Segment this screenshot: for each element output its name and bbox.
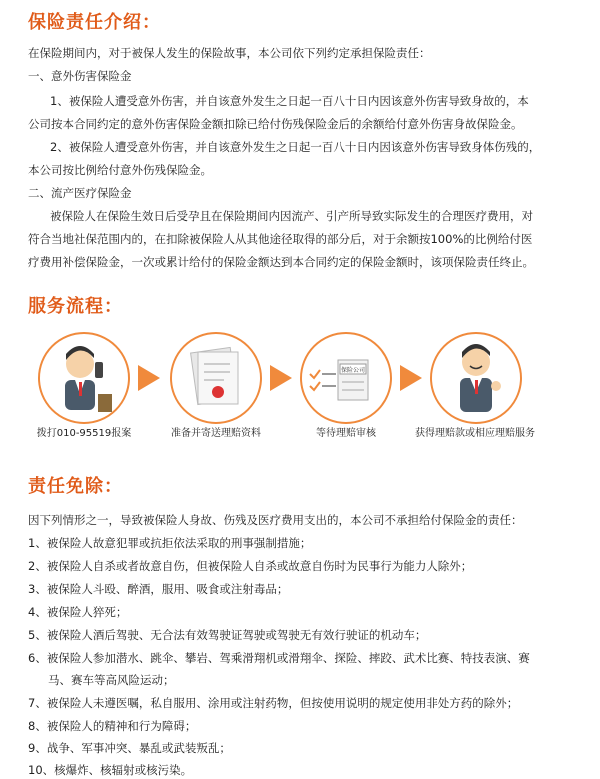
step-label-1: 拨打010-95519报案 (36, 428, 132, 439)
exclusion-item: 6、被保险人参加潜水、跳伞、攀岩、驾乘滑翔机或滑翔伞、探险、摔跤、武术比赛、特技表演、赛 (28, 651, 530, 665)
exclusion-item: 2、被保险人自杀或者故意自伤，但被保险人自杀或故意自伤时为民事行为能力人除外； (28, 559, 473, 573)
coverage-para-3c: 疗费用补偿保险金，一次或累计给付的保险金额达到本合同约定的保险金额时，该项保险责任终止。 (28, 255, 534, 269)
step-circle-4 (430, 332, 522, 424)
exclusion-item: 9、战争、军事冲突、暴乱或武装叛乱； (28, 741, 231, 755)
step-circle-3 (300, 332, 392, 424)
step-label-3: 等待理赔审核 (316, 428, 376, 439)
coverage-para-3b: 符合当地社保范围内的，在扣除被保险人从其他途径取得的部分后，对于余额按100%的比例给付医 (28, 232, 533, 246)
exclusion-item: 1、被保险人故意犯罪或抗拒依法采取的刑事强制措施； (28, 536, 312, 550)
satisfied-person-icon (432, 334, 520, 422)
service-flow (0, 320, 600, 440)
exclusion-item: 4、被保险人猝死； (28, 605, 128, 619)
flow-arrow-3 (400, 365, 422, 391)
step-label-4: 获得理赔款或相应理赔服务 (415, 428, 535, 439)
coverage-para-2b: 本公司按比例给付意外伤残保险金。 (28, 163, 212, 177)
flow-arrow-2 (270, 365, 292, 391)
exclusion-item-continued: 马、赛车等高风险运动； (48, 673, 175, 687)
section-title-process: 服务流程： (28, 296, 123, 317)
coverage-heading-1: 一、意外伤害保险金 (28, 69, 132, 83)
flow-arrow-1 (138, 365, 160, 391)
caller-person-icon (40, 334, 128, 422)
coverage-para-3a: 被保险人在保险生效日后受孕且在保险期间内因流产、引产所导致实际发生的合理医疗费用，对 (50, 209, 533, 223)
coverage-para-2a: 2、被保险人遭受意外伤害，并自该意外发生之日起一百八十日内因该意外伤害导致身体伤残的， (50, 140, 541, 154)
review-checklist-icon (302, 334, 390, 422)
documents-icon (172, 334, 260, 422)
coverage-para-1b: 公司按本合同约定的意外伤害保险金额扣除已给付伤残保险金后的余额给付意外伤害身故保险金。 (28, 117, 523, 131)
exclusion-item: 5、被保险人酒后驾驶、无合法有效驾驶证驾驶或驾驶无有效行驶证的机动车； (28, 628, 427, 642)
stamp-text: 保险公司 (340, 367, 366, 374)
coverage-intro: 在保险期间内，对于被保人发生的保险故事，本公司依下列约定承担保险责任： (28, 46, 431, 60)
step-circle-1 (38, 332, 130, 424)
section-title-coverage: 保险责任介绍： (28, 12, 161, 33)
exclusion-item: 8、被保险人的精神和行为障碍； (28, 719, 197, 733)
exclusions-intro: 因下列情形之一，导致被保险人身故、伤残及医疗费用支出的，本公司不承担给付保险金的责任： (28, 513, 523, 527)
step-label-2: 准备并寄送理赔资料 (171, 428, 261, 439)
exclusion-item: 3、被保险人斗殴、醉酒，服用、吸食或注射毒品； (28, 582, 289, 596)
section-title-exclusions: 责任免除： (28, 476, 123, 497)
step-circle-2 (170, 332, 262, 424)
exclusion-item: 7、被保险人未遵医嘱，私自服用、涂用或注射药物，但按使用说明的规定使用非处方药的除外； (28, 696, 519, 710)
exclusion-item: 10、核爆炸、核辐射或核污染。 (28, 763, 193, 777)
coverage-heading-2: 二、流产医疗保险金 (28, 186, 132, 200)
coverage-para-1a: 1、被保险人遭受意外伤害，并自该意外发生之日起一百八十日内因该意外伤害导致身故的，本 (50, 94, 529, 108)
